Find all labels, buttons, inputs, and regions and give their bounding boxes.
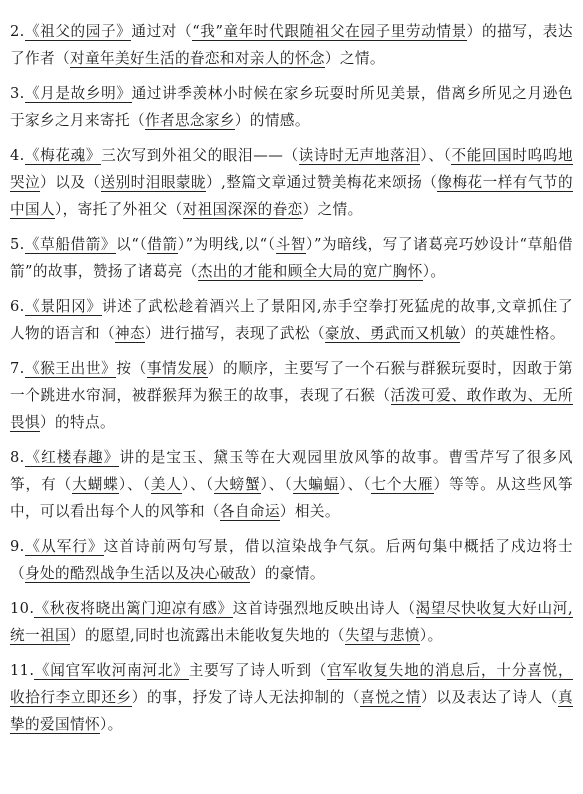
underlined-answer: 《闻官军收河南河北》 xyxy=(34,662,189,679)
text-segment: ）、（ xyxy=(181,476,215,493)
text-segment: ）以及表达了诗人（ xyxy=(421,689,558,706)
text-segment: 三次写到外祖父的眼泪——（ xyxy=(101,147,299,164)
text-segment: ）。 xyxy=(422,263,446,280)
underlined-answer: 大蝴蝶 xyxy=(72,476,119,493)
list-item xyxy=(10,657,573,738)
underlined-answer: 《秋夜将晓出篱门迎凉有感》 xyxy=(34,600,233,617)
underlined-answer: 大蝙蝠 xyxy=(292,476,340,493)
text-segment: 通过讲季羡林小时候在家乡玩耍时所见美景，借离乡所见之月逊色于家乡之月来寄托（ xyxy=(10,85,573,129)
underlined-answer: 活泼可爱、敢作敢为、无所畏惧 xyxy=(10,387,573,431)
underlined-answer: 七个大雁 xyxy=(371,476,434,493)
text-segment: ）。 xyxy=(419,627,443,644)
underlined-answer: 官军收复失地的消息后，十分喜悦，收拾行李立即还乡 xyxy=(10,662,573,706)
underlined-answer: 《景阳冈》 xyxy=(24,298,102,315)
text-segment: ）之情。 xyxy=(302,201,363,218)
text-segment: ）的英雄性格。 xyxy=(459,325,565,342)
text-segment: 5. xyxy=(10,236,25,253)
underlined-answer: 《草船借箭》 xyxy=(24,236,117,253)
underlined-answer: 读诗时无声地落泪 xyxy=(298,147,421,164)
underlined-answer: 像梅花一样有气节的中国人 xyxy=(10,174,573,218)
text-segment: ）的顺序，主要写了一个石猴与群猴玩耍时，因敢于第一个跳进水帘洞，被群猴拜为猴王的故事，表现了石猴（ xyxy=(10,360,573,404)
text-segment: ）等等。从这些风筝中，可以看出每个人的风筝和（ xyxy=(10,476,573,520)
text-segment: 7. xyxy=(10,360,25,377)
underlined-answer: 渴望尽快收复大好山河,统一祖国 xyxy=(10,600,573,644)
text-segment: 8. xyxy=(10,449,25,466)
underlined-answer: 美人 xyxy=(150,476,182,493)
underlined-answer: 送别时泪眼蒙眬 xyxy=(100,174,207,191)
document-page xyxy=(10,18,573,746)
text-segment: ）、（ xyxy=(339,476,372,493)
underlined-answer: 各自命运 xyxy=(219,503,280,520)
underlined-answer: 《猴王出世》 xyxy=(24,360,117,377)
underlined-answer: 身处的酷烈战争生活以及决心破敌 xyxy=(25,565,250,582)
text-segment: 3. xyxy=(10,85,25,102)
underlined-answer: 《梅花魂》 xyxy=(24,147,102,164)
text-segment: ）、（ xyxy=(118,476,151,493)
text-segment: ）的愿望,同时也流露出未能收复失地的（ xyxy=(69,627,345,644)
list-item xyxy=(10,18,573,72)
underlined-answer: “我”童年时代跟随祖父在园子里劳动情景 xyxy=(192,23,467,40)
text-segment: 这首诗前两句写景，借以渲染战争气氛。后两句集中概括了戍边将士（ xyxy=(10,538,573,582)
text-segment: ）的事，抒发了诗人无法抑制的（ xyxy=(131,689,361,706)
underlined-answer: 真挚的爱国情怀 xyxy=(10,689,573,733)
text-segment: 10. xyxy=(10,600,35,617)
underlined-answer: 神态 xyxy=(114,325,145,342)
underlined-answer: 失望与悲愤 xyxy=(344,627,420,644)
underlined-answer: 借箭 xyxy=(147,236,178,253)
underlined-answer: 《红楼春趣》 xyxy=(24,449,120,466)
underlined-answer: 对祖国深深的眷恋 xyxy=(182,201,303,218)
text-segment: ），寄托了外祖父（ xyxy=(54,201,183,218)
underlined-answer: 《祖父的园子》 xyxy=(24,23,132,40)
text-segment: 通过对（ xyxy=(131,23,193,40)
underlined-answer: 大螃蟹 xyxy=(214,476,261,493)
text-segment: 2. xyxy=(10,23,25,40)
underlined-answer: 对童年美好生活的眷恋和对亲人的怀念 xyxy=(69,50,325,67)
list-item xyxy=(10,80,573,134)
text-segment: ）进行描写，表现了武松（ xyxy=(144,325,325,342)
text-segment: 讲的是宝玉、黛玉等在大观园里放风筝的故事。曹雪芹写了很多风筝，有（ xyxy=(10,449,574,493)
text-segment: 4. xyxy=(10,147,25,164)
text-segment: 讲述了武松趁着酒兴上了景阳冈,赤手空拳打死猛虎的故事,文章抓住了人物的语言和（ xyxy=(10,298,573,342)
underlined-answer: 《月是故乡明》 xyxy=(24,85,132,102)
list-item xyxy=(10,533,573,587)
list-item xyxy=(10,355,573,436)
text-segment: ）之情。 xyxy=(324,50,385,67)
text-segment: ）的特点。 xyxy=(40,414,115,431)
text-segment: ）的豪情。 xyxy=(249,565,325,582)
underlined-answer: 喜悦之情 xyxy=(360,689,421,706)
underlined-answer: 不能回国时呜呜地哭泣 xyxy=(10,147,574,191)
text-segment: 主要写了诗人听到（ xyxy=(188,662,328,679)
underlined-answer: 作者思念家乡 xyxy=(144,112,235,129)
text-segment: 6. xyxy=(10,298,25,315)
text-segment: ）、（ xyxy=(420,147,452,164)
text-segment: ）”为暗线，写了诸葛亮巧妙设计“草船借箭”的故事，赞扬了诸葛亮（ xyxy=(10,236,573,280)
text-segment: 以“（ xyxy=(116,236,148,253)
text-segment: ）,整篇文章通过赞美梅花来颂扬（ xyxy=(206,174,438,191)
text-segment: ）以及（ xyxy=(40,174,101,191)
text-segment: 这首诗强烈地反映出诗人（ xyxy=(232,600,416,617)
underlined-answer: 斗智 xyxy=(275,236,307,253)
text-segment: ）的描写，表达了作者（ xyxy=(10,23,573,67)
underlined-answer: 事情发展 xyxy=(146,360,208,377)
text-segment: ）。 xyxy=(99,716,123,733)
list-item xyxy=(10,444,573,525)
text-segment: ）相关。 xyxy=(279,503,340,520)
underlined-answer: 豪放、勇武而又机敏 xyxy=(324,325,460,342)
list-item xyxy=(10,293,573,347)
list-item xyxy=(10,231,573,285)
underlined-answer: 《从军行》 xyxy=(24,538,104,555)
underlined-answer: 杰出的才能和顾全大局的宽广胸怀 xyxy=(197,263,423,280)
list-item xyxy=(10,142,573,223)
text-segment: ）的情感。 xyxy=(234,112,310,129)
text-segment: 11. xyxy=(10,662,35,679)
text-segment: ）”为明线,以“（ xyxy=(177,236,276,253)
text-segment: ）、（ xyxy=(260,476,293,493)
list-item xyxy=(10,595,573,649)
text-segment: 9. xyxy=(10,538,25,555)
text-segment: 按（ xyxy=(116,360,147,377)
